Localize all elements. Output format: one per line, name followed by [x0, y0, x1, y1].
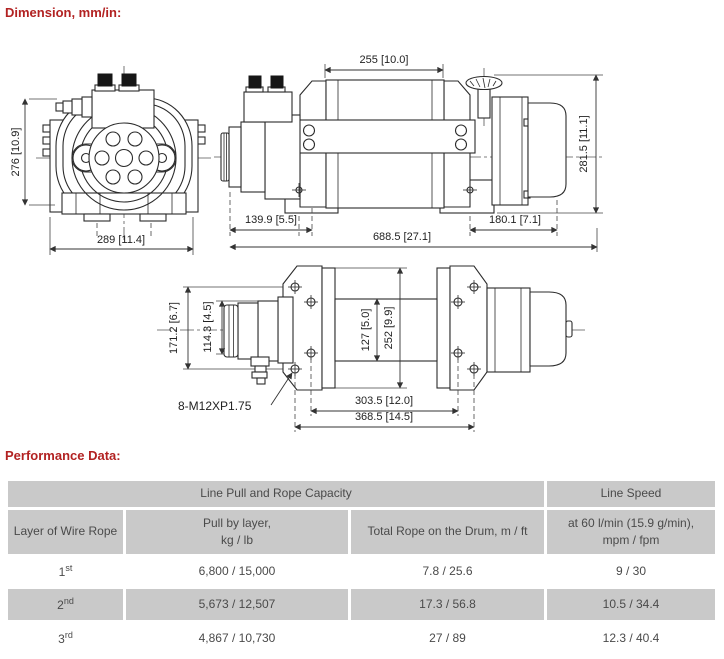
group-header-line-pull: Line Pull and Rope Capacity — [8, 481, 544, 507]
speed-cell: 9 / 30 — [547, 557, 715, 586]
bolt-spec-label: 8-M12XP1.75 — [178, 399, 252, 413]
col-header-layer: Layer of Wire Rope — [8, 510, 123, 554]
dim-label-289: 289 [11.4] — [96, 234, 146, 246]
dim-label-688-5: 688.5 [27.1] — [372, 231, 432, 243]
dim-label-252: 252 [9.9] — [383, 306, 395, 350]
col-header-pull-line2: kg / lb — [220, 533, 253, 547]
col-header-rope: Total Rope on the Drum, m / ft — [351, 510, 544, 554]
layer-ordinal: nd — [63, 595, 74, 606]
hydraulic-port-nut — [98, 74, 112, 86]
dim-label-127: 127 [5.0] — [360, 308, 372, 352]
layer-cell — [8, 557, 123, 586]
pull-cell: 6,800 / 15,000 — [126, 557, 348, 586]
clutch-handle-stem — [478, 88, 490, 118]
col-header-speed-line2: mpm / fpm — [602, 533, 660, 547]
pull-cell: 4,867 / 10,730 — [126, 623, 348, 654]
layer-number: 1 — [58, 564, 66, 579]
table-row — [8, 557, 715, 586]
side-view-drawing — [214, 54, 603, 252]
col-header-pull-line1: Pull by layer, — [202, 515, 272, 530]
layer-ordinal: rd — [64, 629, 73, 640]
speed-cell: 12.3 / 40.4 — [547, 623, 715, 654]
rope-cell: 7.8 / 25.6 — [351, 557, 544, 586]
hydraulic-port-nut — [122, 74, 136, 86]
col-header-speed — [547, 510, 715, 554]
table-row — [8, 589, 715, 620]
dim-label-281-5: 281.5 [11.1] — [578, 115, 590, 173]
performance-table — [5, 478, 718, 657]
layer-number: 3 — [58, 631, 65, 646]
layer-number: 2 — [57, 597, 64, 612]
dim-label-171-2: 171.2 [6.7] — [168, 302, 180, 354]
group-header-line-speed: Line Speed — [547, 481, 715, 507]
dim-label-114-3: 114.3 [4.5] — [202, 301, 214, 353]
dim-label-368-5: 368.5 [14.5] — [354, 411, 414, 423]
layer-ordinal: st — [65, 562, 73, 573]
dim-label-303-5: 303.5 [12.0] — [354, 395, 414, 407]
hydraulic-port-nut — [271, 76, 283, 88]
top-view-drawing — [157, 266, 588, 432]
dimension-heading: Dimension, mm/in: — [5, 5, 122, 20]
rope-cell: 27 / 89 — [351, 623, 544, 654]
dim-label-276: 276 [10.9] — [10, 127, 22, 177]
hydraulic-port-nut — [249, 76, 261, 88]
front-view-drawing — [10, 66, 212, 255]
pull-cell: 5,673 / 12,507 — [126, 589, 348, 620]
dim-label-139-9: 139.9 [5.5] — [245, 214, 297, 226]
performance-heading: Performance Data: — [5, 448, 121, 463]
speed-cell: 10.5 / 34.4 — [547, 589, 715, 620]
rope-cell: 17.3 / 56.8 — [351, 589, 544, 620]
layer-cell — [8, 623, 123, 654]
col-header-speed-line1: at 60 l/min (15.9 g/min), — [567, 515, 695, 530]
dim-label-255: 255 [10.0] — [359, 54, 409, 66]
table-group-header-row — [8, 481, 715, 507]
table-row — [8, 623, 715, 654]
dim-label-180-1: 180.1 [7.1] — [489, 214, 541, 226]
table-column-header-row — [8, 510, 715, 554]
col-header-pull — [126, 510, 348, 554]
layer-cell — [8, 589, 123, 620]
